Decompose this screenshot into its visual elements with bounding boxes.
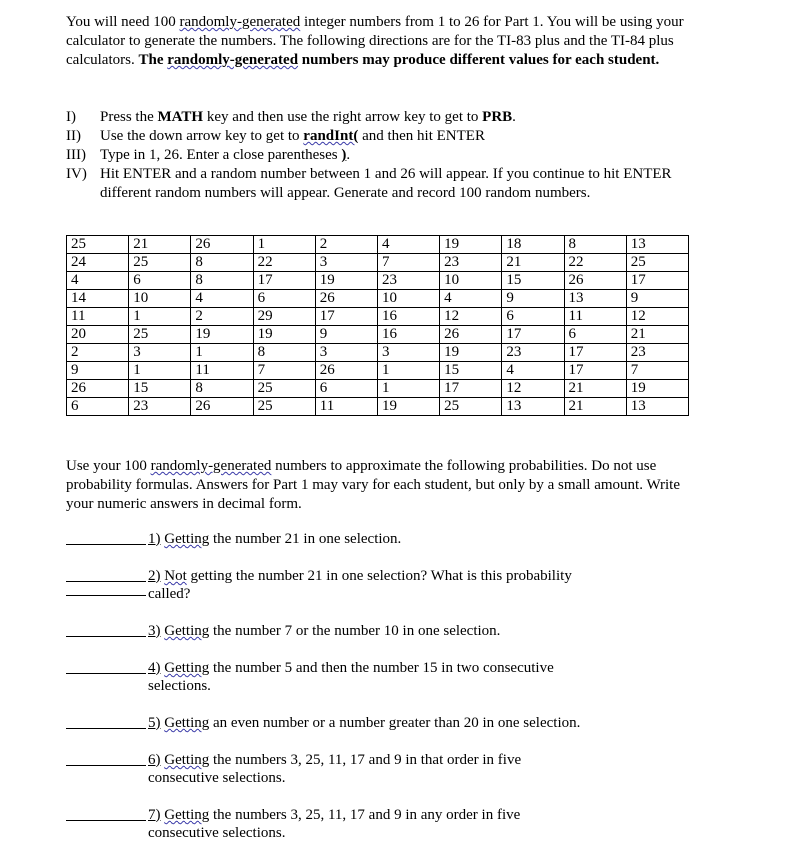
table-cell: 1 xyxy=(377,380,439,398)
table-cell: 26 xyxy=(440,326,502,344)
table-cell: 25 xyxy=(440,398,502,416)
table-cell: 18 xyxy=(502,236,564,254)
table-row xyxy=(67,236,689,254)
question-text: 6) Getting the numbers 3, 25, 11, 17 and 9 in that order in five consecutive selections. xyxy=(148,752,522,786)
table-row xyxy=(67,254,689,272)
table-cell: 26 xyxy=(315,362,377,380)
table-cell: 29 xyxy=(253,308,315,326)
question-item xyxy=(66,622,686,640)
answer-blank[interactable] xyxy=(66,530,146,545)
table-cell: 25 xyxy=(129,326,191,344)
step-text: Type in 1, 26. Enter a close parentheses ). xyxy=(100,147,351,163)
question-text: 2) Not getting the number 21 in one selection? What is this probability called? xyxy=(148,568,572,602)
intro-bold: randomly-generated xyxy=(167,52,299,68)
table-cell: 3 xyxy=(315,344,377,362)
table-cell: 15 xyxy=(129,380,191,398)
step-item xyxy=(66,146,706,165)
table-cell: 2 xyxy=(191,308,253,326)
table-cell: 1 xyxy=(377,362,439,380)
table-cell: 6 xyxy=(253,290,315,308)
table-cell: 7 xyxy=(253,362,315,380)
table-cell: 25 xyxy=(253,380,315,398)
question-text: 4) Getting the number 5 and then the number 15 in two consecutive selections. xyxy=(148,660,554,694)
table-cell: 21 xyxy=(564,380,626,398)
instructions-paragraph xyxy=(66,457,706,514)
table-cell: 19 xyxy=(377,398,439,416)
table-cell: 23 xyxy=(377,272,439,290)
table-cell: 8 xyxy=(564,236,626,254)
table-cell: 4 xyxy=(191,290,253,308)
question-text: 5) Getting an even number or a number greater than 20 in one selection. xyxy=(148,715,581,731)
table-cell: 12 xyxy=(626,308,688,326)
table-cell: 8 xyxy=(191,380,253,398)
answer-blank[interactable] xyxy=(66,751,146,766)
table-cell: 19 xyxy=(440,344,502,362)
table-cell: 6 xyxy=(129,272,191,290)
step-text: Press the MATH key and then use the right arrow key to get to PRB. xyxy=(100,109,516,125)
table-row xyxy=(67,380,689,398)
table-cell: 23 xyxy=(129,398,191,416)
table-row xyxy=(67,362,689,380)
table-cell: 8 xyxy=(191,254,253,272)
instructions-text: Use your 100 xyxy=(66,458,151,474)
table-cell: 6 xyxy=(502,308,564,326)
table-cell: 11 xyxy=(67,308,129,326)
table-cell: 17 xyxy=(502,326,564,344)
table-cell: 25 xyxy=(129,254,191,272)
table-cell: 6 xyxy=(315,380,377,398)
table-cell: 17 xyxy=(564,362,626,380)
table-cell: 2 xyxy=(315,236,377,254)
table-cell: 4 xyxy=(440,290,502,308)
table-cell: 8 xyxy=(253,344,315,362)
table-cell: 9 xyxy=(502,290,564,308)
table-cell: 1 xyxy=(191,344,253,362)
table-cell: 25 xyxy=(626,254,688,272)
table-cell: 15 xyxy=(440,362,502,380)
step-number: I) xyxy=(66,109,76,125)
question-text: 3) Getting the number 7 or the number 10 in one selection. xyxy=(148,623,501,639)
table-row xyxy=(67,398,689,416)
table-cell: 16 xyxy=(377,326,439,344)
table-cell: 13 xyxy=(564,290,626,308)
table-cell: 21 xyxy=(626,326,688,344)
table-cell: 17 xyxy=(315,308,377,326)
table-cell: 13 xyxy=(626,236,688,254)
question-item xyxy=(66,806,686,842)
table-cell: 8 xyxy=(191,272,253,290)
table-cell: 7 xyxy=(626,362,688,380)
table-cell: 3 xyxy=(315,254,377,272)
table-cell: 22 xyxy=(253,254,315,272)
table-cell: 3 xyxy=(377,344,439,362)
table-cell: 1 xyxy=(129,362,191,380)
table-cell: 17 xyxy=(626,272,688,290)
table-cell: 17 xyxy=(253,272,315,290)
table-cell: 17 xyxy=(440,380,502,398)
table-row xyxy=(67,326,689,344)
table-cell: 9 xyxy=(67,362,129,380)
table-cell: 3 xyxy=(129,344,191,362)
instructions-text: numbers to approximate the following probabilities. Do not use probability formulas. Answers for Part 1 may vary for each student, but only by a small amount. Write your numeric answers in decimal form. xyxy=(66,458,680,512)
step-item xyxy=(66,127,706,146)
intro-bold: The xyxy=(138,52,168,68)
table-cell: 4 xyxy=(377,236,439,254)
table-row xyxy=(67,272,689,290)
table-cell: 16 xyxy=(377,308,439,326)
intro-bold: numbers may produce different values for each student. xyxy=(298,52,660,68)
table-cell: 1 xyxy=(129,308,191,326)
table-cell: 9 xyxy=(626,290,688,308)
table-row xyxy=(67,308,689,326)
intro-paragraph xyxy=(66,13,726,70)
table-cell: 6 xyxy=(564,326,626,344)
table-cell: 13 xyxy=(502,398,564,416)
table-cell: 25 xyxy=(67,236,129,254)
table-cell: 19 xyxy=(626,380,688,398)
question-text: 1) Getting the number 21 in one selection. xyxy=(148,531,402,547)
step-number: III) xyxy=(66,147,86,163)
step-item xyxy=(66,165,706,203)
table-cell: 23 xyxy=(626,344,688,362)
table-cell: 4 xyxy=(502,362,564,380)
table-cell: 23 xyxy=(440,254,502,272)
table-cell: 10 xyxy=(440,272,502,290)
answer-blank[interactable] xyxy=(66,806,146,821)
table-cell: 12 xyxy=(440,308,502,326)
answer-blank[interactable] xyxy=(66,622,146,637)
table-cell: 10 xyxy=(129,290,191,308)
table-cell: 20 xyxy=(67,326,129,344)
table-cell: 25 xyxy=(253,398,315,416)
instructions-text: randomly-generated xyxy=(150,458,272,474)
table-cell: 26 xyxy=(564,272,626,290)
table-cell: 19 xyxy=(440,236,502,254)
table-row xyxy=(67,344,689,362)
answer-blank[interactable] xyxy=(66,659,146,674)
steps-list xyxy=(66,108,706,203)
step-number: II) xyxy=(66,128,81,144)
step-item xyxy=(66,108,706,127)
answer-blank[interactable] xyxy=(66,714,146,729)
table-cell: 21 xyxy=(502,254,564,272)
answer-blank[interactable] xyxy=(66,595,146,596)
table-cell: 17 xyxy=(564,344,626,362)
question-text: 7) Getting the numbers 3, 25, 11, 17 and 9 in any order in five consecutive selections. xyxy=(148,807,521,841)
table-cell: 7 xyxy=(377,254,439,272)
table-cell: 10 xyxy=(377,290,439,308)
random-numbers-table xyxy=(66,235,689,416)
table-cell: 11 xyxy=(191,362,253,380)
table-cell: 19 xyxy=(315,272,377,290)
table-cell: 24 xyxy=(67,254,129,272)
intro-text: You will need 100 xyxy=(66,14,180,30)
table-row xyxy=(67,290,689,308)
table-cell: 21 xyxy=(564,398,626,416)
table-cell: 11 xyxy=(564,308,626,326)
table-cell: 14 xyxy=(67,290,129,308)
table-cell: 11 xyxy=(315,398,377,416)
table-cell: 6 xyxy=(67,398,129,416)
step-text: Use the down arrow key to get to randInt( and then hit ENTER xyxy=(100,128,485,144)
table-cell: 26 xyxy=(315,290,377,308)
step-text: Hit ENTER and a random number between 1 and 26 will appear. If you continue to hit ENTER different random numbers will appear. Generate and record 100 random numbers. xyxy=(100,166,672,201)
answer-blank[interactable] xyxy=(66,567,146,582)
question-item xyxy=(66,659,686,695)
intro-text: integer numbers from 1 to 26 for Part 1. You will be using your calculator to generate the numbers. The following directions are for the TI-83 plus and the TI-84 plus calculators. xyxy=(66,14,684,68)
table-cell: 23 xyxy=(502,344,564,362)
question-item xyxy=(66,567,686,603)
table-cell: 13 xyxy=(626,398,688,416)
table-cell: 19 xyxy=(253,326,315,344)
table-cell: 12 xyxy=(502,380,564,398)
table-cell: 2 xyxy=(67,344,129,362)
table-cell: 19 xyxy=(191,326,253,344)
table-cell: 26 xyxy=(67,380,129,398)
intro-text: randomly-generated xyxy=(179,14,301,30)
question-item xyxy=(66,751,686,787)
question-item xyxy=(66,714,686,732)
table-cell: 26 xyxy=(191,398,253,416)
table-cell: 26 xyxy=(191,236,253,254)
table-cell: 9 xyxy=(315,326,377,344)
step-number: IV) xyxy=(66,166,87,182)
table-cell: 4 xyxy=(67,272,129,290)
question-item xyxy=(66,530,686,548)
table-cell: 21 xyxy=(129,236,191,254)
table-cell: 1 xyxy=(253,236,315,254)
table-cell: 22 xyxy=(564,254,626,272)
table-cell: 15 xyxy=(502,272,564,290)
